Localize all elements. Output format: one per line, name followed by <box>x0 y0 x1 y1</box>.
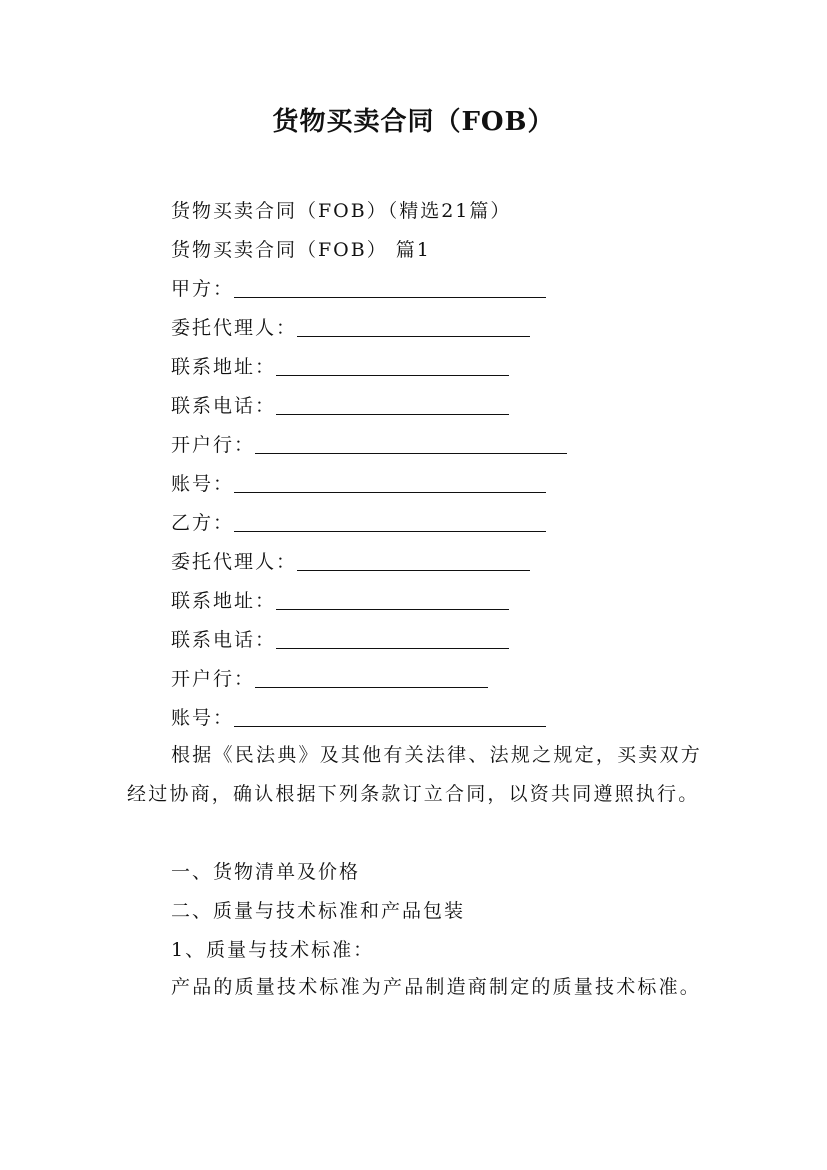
party-a-blank <box>234 277 546 298</box>
party-a-bank-row <box>171 431 567 459</box>
preamble-paragraph: 根据《民法典》及其他有关法律、法规之规定，买卖双方经过协商，确认根据下列条款订立合同，以资共同遵照执行。 <box>127 744 702 805</box>
party-a-agent-label: 委托代理人： <box>171 317 298 339</box>
party-b-agent-row <box>171 548 530 576</box>
party-b-account-label: 账号： <box>171 707 235 729</box>
party-a-phone-label: 联系电话： <box>171 395 277 417</box>
party-b-bank-blank <box>255 667 488 688</box>
party-a-account-blank <box>234 472 546 493</box>
party-b-phone-blank <box>276 628 509 649</box>
party-a-address-row <box>171 353 509 381</box>
party-a-phone-blank <box>276 394 509 415</box>
document-title: 货物买卖合同（FOB） <box>272 107 555 137</box>
party-a-phone-row <box>171 392 509 420</box>
party-b-address-row <box>171 587 509 615</box>
party-b-address-blank <box>276 589 509 610</box>
clause-2-heading: 二、质量与技术标准和产品包装 <box>171 900 466 922</box>
party-b-bank-label: 开户行： <box>171 668 256 690</box>
party-a-bank-label: 开户行： <box>171 434 256 456</box>
party-a-address-label: 联系地址： <box>171 356 277 378</box>
party-b-agent-label: 委托代理人： <box>171 551 298 573</box>
party-a-bank-blank <box>255 433 567 454</box>
clause-2-1-paragraph: 产品的质量技术标准为产品制造商制定的质量技术标准。 <box>171 976 702 998</box>
party-a-agent-row <box>171 314 530 342</box>
party-a-address-blank <box>276 355 509 376</box>
party-b-blank <box>234 511 546 532</box>
party-b-phone-row <box>171 626 509 654</box>
clause-2-1-heading: 1、质量与技术标准： <box>171 939 375 961</box>
party-b-address-label: 联系地址： <box>171 590 277 612</box>
clause-1-heading: 一、货物清单及价格 <box>171 861 361 883</box>
party-a-account-row <box>171 470 546 498</box>
section-title: 货物买卖合同（FOB） 篇1 <box>171 239 431 261</box>
party-b-account-row <box>171 704 546 732</box>
party-b-phone-label: 联系电话： <box>171 629 277 651</box>
party-a-account-label: 账号： <box>171 473 235 495</box>
document-subtitle: 货物买卖合同（FOB）（精选21篇） <box>171 200 512 222</box>
party-b-account-blank <box>234 706 546 727</box>
party-a-agent-blank <box>297 316 530 337</box>
party-b-row <box>171 509 546 537</box>
party-b-agent-blank <box>297 550 530 571</box>
party-b-label: 乙方： <box>171 512 235 534</box>
party-b-bank-row <box>171 665 488 693</box>
party-a-label: 甲方： <box>171 278 235 300</box>
party-a-row <box>171 275 546 303</box>
